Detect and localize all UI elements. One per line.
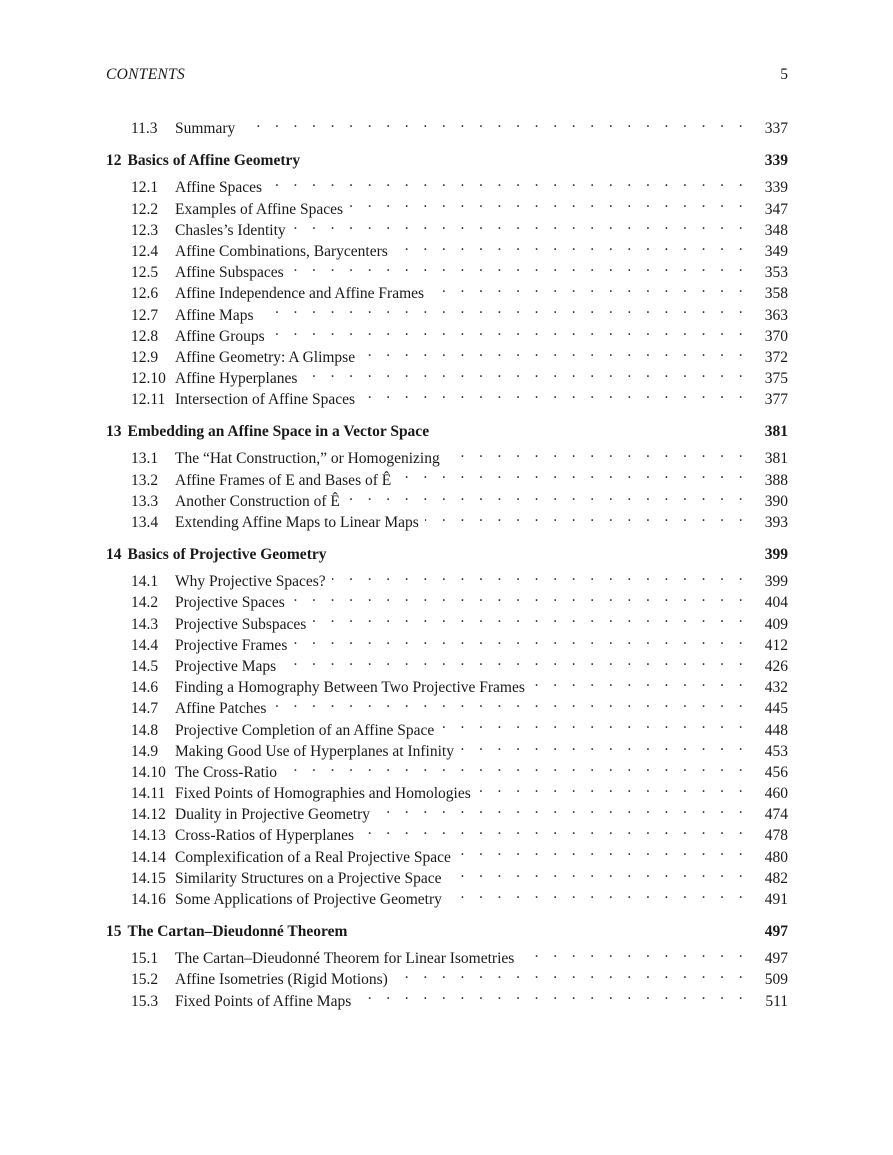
dot-leader bbox=[440, 713, 748, 734]
section-title: Some Applications of Projective Geometry bbox=[175, 891, 442, 909]
dot-leader bbox=[360, 819, 748, 840]
section-page: 497 bbox=[764, 950, 788, 968]
dot-leader bbox=[361, 383, 748, 404]
section-page: 426 bbox=[764, 657, 788, 675]
section-page: 460 bbox=[764, 785, 788, 803]
dot-leader bbox=[312, 607, 748, 628]
section-number: 14.3 bbox=[131, 615, 159, 633]
section-title: Another Construction of Ê bbox=[175, 492, 340, 510]
dot-leader bbox=[291, 586, 748, 607]
dot-leader bbox=[460, 735, 748, 756]
running-head bbox=[106, 66, 788, 84]
section-title: Projective Subspaces bbox=[175, 615, 307, 633]
dot-leader bbox=[260, 298, 749, 319]
section-title: Projective Maps bbox=[175, 657, 277, 675]
toc-chapter-heading[interactable] bbox=[106, 150, 788, 171]
section-page: 377 bbox=[764, 391, 788, 409]
section-number: 14.4 bbox=[131, 636, 159, 654]
section-page: 456 bbox=[764, 763, 788, 781]
dot-leader bbox=[282, 650, 748, 671]
section-number: 14.14 bbox=[131, 848, 166, 866]
section-page: 432 bbox=[764, 679, 788, 697]
section-number: 14.1 bbox=[131, 573, 159, 591]
toc-section-entry[interactable] bbox=[106, 942, 788, 968]
section-title: The Cross-Ratio bbox=[175, 763, 278, 781]
section-title: Making Good Use of Hyperplanes at Infinity bbox=[175, 742, 454, 760]
section-page: 353 bbox=[764, 264, 788, 282]
section-title: Affine Independence and Affine Frames bbox=[175, 285, 425, 303]
section-page: 474 bbox=[764, 806, 788, 824]
section-title: The “Hat Construction,” or Homogenizing bbox=[175, 450, 440, 468]
section-number: 14.11 bbox=[131, 785, 166, 803]
dot-leader bbox=[394, 235, 748, 256]
section-title: Affine Frames of E and Bases of Ê bbox=[175, 471, 392, 489]
section-title: Similarity Structures on a Projective Space bbox=[175, 869, 442, 887]
section-number: 12.7 bbox=[131, 306, 159, 324]
dot-leader bbox=[241, 112, 748, 133]
toc-chapter-heading[interactable] bbox=[106, 544, 788, 565]
section-page: 339 bbox=[764, 179, 788, 197]
section-number: 14.5 bbox=[131, 657, 159, 675]
section-page: 348 bbox=[764, 221, 788, 239]
section-page: 393 bbox=[764, 514, 788, 532]
section-page: 409 bbox=[764, 615, 788, 633]
section-number: 14.2 bbox=[131, 594, 159, 612]
section-title: Examples of Affine Spaces bbox=[175, 200, 344, 218]
section-page: 509 bbox=[764, 971, 788, 989]
page-number: 5 bbox=[780, 66, 788, 83]
section-title: The Cartan–Dieudonné Theorem for Linear Isometries bbox=[175, 950, 515, 968]
section-page: 370 bbox=[764, 327, 788, 345]
section-number: 14.12 bbox=[131, 806, 166, 824]
section-number: 15.3 bbox=[131, 992, 159, 1010]
dot-leader bbox=[332, 565, 748, 586]
section-number: 14.8 bbox=[131, 721, 159, 739]
section-number: 14.7 bbox=[131, 700, 159, 718]
chapter-number: 12 bbox=[106, 152, 122, 170]
dot-leader bbox=[357, 984, 748, 1005]
dot-leader bbox=[271, 320, 748, 341]
chapter-number: 13 bbox=[106, 423, 122, 441]
toc-chapter-heading[interactable] bbox=[106, 921, 788, 942]
section-number: 14.13 bbox=[131, 827, 166, 845]
running-head-title: CONTENTS bbox=[106, 66, 186, 83]
section-title: Fixed Points of Affine Maps bbox=[175, 992, 352, 1010]
section-page: 349 bbox=[764, 242, 788, 260]
section-number: 12.11 bbox=[131, 391, 166, 409]
section-title: Complexification of a Real Projective Space bbox=[175, 848, 451, 866]
section-number: 14.15 bbox=[131, 869, 166, 887]
section-page: 381 bbox=[764, 450, 788, 468]
toc-section-entry[interactable] bbox=[106, 442, 788, 468]
chapter-page: 399 bbox=[764, 546, 788, 563]
section-page: 448 bbox=[764, 721, 788, 739]
dot-leader bbox=[448, 883, 748, 904]
section-number: 11.3 bbox=[131, 120, 158, 138]
dot-leader bbox=[292, 214, 748, 235]
dot-leader bbox=[520, 942, 748, 963]
section-page: 404 bbox=[764, 594, 788, 612]
section-page: 337 bbox=[764, 120, 788, 138]
section-title: Affine Patches bbox=[175, 700, 267, 718]
table-of-contents bbox=[106, 112, 788, 1010]
section-number: 13.1 bbox=[131, 450, 159, 468]
dot-leader bbox=[430, 277, 748, 298]
dot-leader bbox=[425, 506, 748, 527]
section-page: 445 bbox=[764, 700, 788, 718]
section-title: Affine Maps bbox=[175, 306, 254, 324]
dot-leader bbox=[361, 341, 748, 362]
section-number: 12.2 bbox=[131, 200, 159, 218]
section-page: 358 bbox=[764, 285, 788, 303]
chapter-title: Basics of Projective Geometry bbox=[127, 546, 327, 563]
chapter-page: 381 bbox=[764, 423, 788, 441]
section-page: 453 bbox=[764, 742, 788, 760]
dot-leader bbox=[447, 862, 748, 883]
chapter-number: 15 bbox=[106, 923, 122, 940]
section-number: 13.2 bbox=[131, 471, 159, 489]
section-number: 12.5 bbox=[131, 264, 159, 282]
section-page: 363 bbox=[764, 306, 788, 324]
section-title: Affine Subspaces bbox=[175, 264, 284, 282]
section-page: 511 bbox=[765, 992, 788, 1010]
section-title: Why Projective Spaces? bbox=[175, 573, 326, 591]
section-number: 13.4 bbox=[131, 514, 159, 532]
section-number: 14.10 bbox=[131, 763, 166, 781]
section-page: 375 bbox=[764, 370, 788, 388]
section-title: Projective Frames bbox=[175, 636, 288, 654]
section-title: Affine Combinations, Barycenters bbox=[175, 242, 388, 260]
section-number: 14.16 bbox=[131, 891, 166, 909]
dot-leader bbox=[293, 629, 748, 650]
toc-chapter-heading[interactable] bbox=[106, 421, 788, 442]
section-number: 14.6 bbox=[131, 679, 159, 697]
section-number: 12.3 bbox=[131, 221, 159, 239]
toc-section-entry[interactable] bbox=[106, 171, 788, 197]
section-title: Chasles’s Identity bbox=[175, 221, 286, 239]
section-page: 372 bbox=[764, 348, 788, 366]
section-title: Duality in Projective Geometry bbox=[175, 806, 370, 824]
chapter-page: 339 bbox=[764, 152, 788, 170]
chapter-page: 497 bbox=[764, 923, 788, 940]
dot-leader bbox=[477, 777, 748, 798]
section-page: 390 bbox=[764, 492, 788, 510]
chapter-title: Basics of Affine Geometry bbox=[127, 152, 301, 170]
section-title: Projective Completion of an Affine Space bbox=[175, 721, 435, 739]
section-number: 13.3 bbox=[131, 492, 159, 510]
dot-leader bbox=[346, 485, 748, 506]
toc-section-entry[interactable] bbox=[106, 112, 788, 138]
dot-leader bbox=[446, 442, 748, 463]
dot-leader bbox=[457, 840, 748, 861]
toc-section-entry[interactable] bbox=[106, 565, 788, 591]
section-title: Extending Affine Maps to Linear Maps bbox=[175, 514, 419, 532]
section-title: Finding a Homography Between Two Projective Frames bbox=[175, 679, 525, 697]
section-title: Affine Groups bbox=[175, 327, 265, 345]
chapter-title: Embedding an Affine Space in a Vector Space bbox=[127, 423, 430, 441]
section-number: 12.4 bbox=[131, 242, 159, 260]
chapter-title: The Cartan–Dieudonné Theorem bbox=[127, 923, 348, 940]
section-title: Cross-Ratios of Hyperplanes bbox=[175, 827, 355, 845]
section-number: 12.10 bbox=[131, 370, 166, 388]
dot-leader bbox=[303, 362, 748, 383]
section-title: Summary bbox=[175, 120, 236, 138]
section-title: Intersection of Affine Spaces bbox=[175, 391, 356, 409]
section-title: Projective Spaces bbox=[175, 594, 285, 612]
section-number: 12.6 bbox=[131, 285, 159, 303]
section-title: Affine Hyperplanes bbox=[175, 370, 298, 388]
section-title: Affine Geometry: A Glimpse bbox=[175, 348, 356, 366]
section-page: 480 bbox=[764, 848, 788, 866]
dot-leader bbox=[394, 963, 748, 984]
section-title: Fixed Points of Homographies and Homologies bbox=[175, 785, 471, 803]
section-page: 347 bbox=[764, 200, 788, 218]
section-number: 15.1 bbox=[131, 950, 159, 968]
section-page: 388 bbox=[764, 471, 788, 489]
section-page: 478 bbox=[764, 827, 788, 845]
dot-leader bbox=[268, 171, 748, 192]
section-title: Affine Isometries (Rigid Motions) bbox=[175, 971, 388, 989]
section-title: Affine Spaces bbox=[175, 179, 263, 197]
section-page: 491 bbox=[764, 891, 788, 909]
dot-leader bbox=[272, 692, 748, 713]
section-page: 482 bbox=[764, 869, 788, 887]
section-number: 12.9 bbox=[131, 348, 159, 366]
dot-leader bbox=[531, 671, 748, 692]
dot-leader bbox=[397, 463, 748, 484]
dot-leader bbox=[349, 192, 748, 213]
section-number: 15.2 bbox=[131, 971, 159, 989]
dot-leader bbox=[376, 798, 748, 819]
section-number: 12.1 bbox=[131, 179, 159, 197]
dot-leader bbox=[290, 256, 748, 277]
section-number: 14.9 bbox=[131, 742, 159, 760]
dot-leader bbox=[283, 756, 748, 777]
section-number: 12.8 bbox=[131, 327, 159, 345]
section-page: 412 bbox=[764, 636, 788, 654]
section-page: 399 bbox=[764, 573, 788, 591]
chapter-number: 14 bbox=[106, 546, 122, 563]
